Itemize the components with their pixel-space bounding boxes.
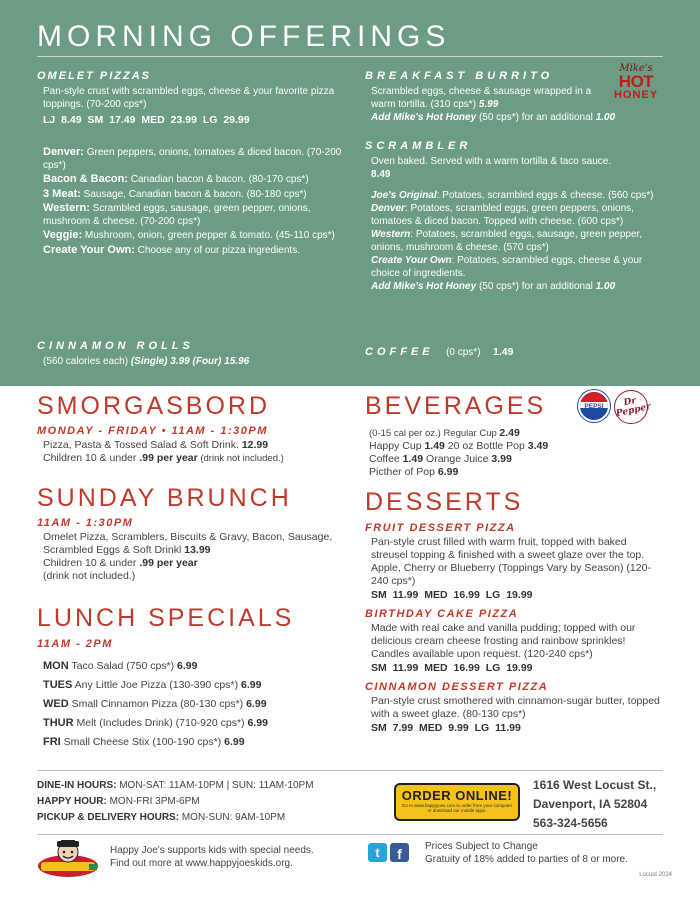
omelet-pizzas-desc: Pan-style crust with scrambled eggs, cheese & your favorite pizza toppings. (70-200 cps*) — [43, 86, 335, 110]
pepsi-logo-icon: PEPSI — [578, 390, 610, 422]
beverage-line: Picther of Pop 6.99 — [369, 466, 459, 478]
dessert-item-desc: Pan-style crust smothered with cinnamon-sugar butter, topped with a sweet glaze. (80-130 cps*) — [371, 695, 660, 720]
coffee-calories: (0 cps*) — [446, 347, 481, 358]
lunch-special-row: WED Small Cinnamon Pizza (80-130 cps*) 6.99 — [43, 698, 267, 710]
omelet-pizzas-prices: LJ 8.49 SM 17.49 MED 23.99 LG 29.99 — [43, 114, 250, 126]
cinnamon-rolls-line: (560 calories each) (Single) 3.99 (Four) 15.96 — [43, 356, 250, 367]
omelet-variety-item: Bacon & Bacon: Canadian bacon & bacon. (80-170 cps*) — [43, 173, 309, 185]
sunday-brunch-title: SUNDAY BRUNCH — [37, 484, 292, 512]
scrambler-block — [365, 140, 665, 293]
dessert-item-heading: BIRTHDAY CAKE PIZZA — [365, 608, 519, 620]
omelet-variety-item: Denver: Green peppers, onions, tomatoes & diced bacon. (70-200 cps*) — [43, 146, 342, 171]
dessert-item-prices: SM 11.99 MED 16.99 LG 19.99 — [371, 662, 533, 674]
store-phone[interactable]: 563-324-5656 — [533, 816, 608, 830]
scrambler-desc: Oven baked. Served with a warm tortilla & taco sauce. — [371, 156, 612, 167]
morning-offerings-section — [0, 0, 700, 386]
lunch-special-row: FRI Small Cheese Stix (100-190 cps*) 6.99 — [43, 736, 245, 748]
sunday-brunch-block — [37, 484, 357, 583]
store-hours — [37, 778, 397, 826]
scrambler-variety-item: Western: Potatoes, scrambled eggs, sausage, green pepper, onions, mushroom & cheese. (570 cps*) — [371, 229, 643, 253]
lunch-special-row: THUR Melt (Includes Drink) (710-920 cps*) 6.99 — [43, 717, 268, 729]
footer-divider-top — [37, 770, 663, 771]
dessert-item-prices: SM 7.99 MED 9.99 LG 11.99 — [371, 722, 521, 734]
lunch-special-row: MON Taco Salad (750 cps*) 6.99 — [43, 660, 198, 672]
smorgasbord-time: MONDAY - FRIDAY • 11AM - 1:30PM — [37, 425, 268, 437]
breakfast-burrito-heading: BREAKFAST BURRITO — [365, 70, 554, 82]
smorgasbord-block — [37, 392, 357, 465]
desserts-title: DESSERTS — [365, 488, 524, 516]
happy-joes-mascot-logo-icon — [37, 840, 99, 878]
dessert-item-prices: SM 11.99 MED 16.99 LG 19.99 — [371, 589, 533, 601]
dessert-item-desc: Made with real cake and vanilla pudding; topped with our delicious cream cheese frosting and rainbow sprinkles! Candles available upon request. (120-240 cps*) — [371, 622, 636, 660]
omelet-variety-item: Create Your Own: Choose any of our pizza ingredients. — [43, 243, 300, 256]
omelet-variety-list — [37, 146, 342, 257]
omelet-variety-item: Veggie: Mushroom, onion, green pepper & tomato. (45-110 cps*) — [43, 229, 335, 241]
lunch-specials-time: 11AM - 2PM — [37, 638, 113, 650]
lunch-specials-block — [37, 604, 357, 755]
kids-support-text: Happy Joe's supports kids with special needs. Find out more at www.happyjoeskids.org. — [110, 845, 314, 869]
omelet-pizzas-heading: OMELET PIZZAS — [37, 70, 151, 82]
lunch-specials-list — [37, 660, 357, 748]
morning-left-column — [37, 70, 342, 257]
order-online-button[interactable]: ORDER ONLINE! Go to www.happyjoes.com to order from your computer or download our mobile apps. — [394, 783, 520, 821]
menu-version-label: Locust 2024 — [639, 872, 672, 878]
dessert-item — [365, 608, 665, 674]
beverage-line: Coffee 1.49 Orange Juice 3.99 — [369, 453, 512, 465]
scrambler-hot-honey-addon: Add Mike's Hot Honey (50 cps*) for an additional 1.00 — [371, 281, 616, 292]
dessert-item-heading: FRUIT DESSERT PIZZA — [365, 522, 516, 534]
coffee-block — [365, 342, 513, 360]
store-address: 1616 West Locust St., Davenport, IA 52804 563-324-5656 — [533, 776, 656, 833]
cinnamon-rolls-heading: CINNAMON ROLLS — [37, 340, 194, 352]
smorgasbord-title: SMORGASBORD — [37, 392, 271, 420]
beverages-title: BEVERAGES — [365, 392, 547, 420]
sunday-brunch-time: 11AM - 1:30PM — [37, 517, 134, 529]
dessert-item-desc: Pan-style crust filled with warm fruit, topped with baked streusel topping & finished with a sweet glaze over the top. Apple, Cherry or Blueberry (Toppings Vary by Season) (120-240 cps*) — [371, 536, 651, 587]
lunch-special-row: TUES Any Little Joe Pizza (130-390 cps*) 6.99 — [43, 679, 262, 691]
kids-website-link[interactable]: Find out more at www.happyjoeskids.org. — [110, 858, 293, 869]
beverages-list — [365, 427, 665, 479]
dr-pepper-logo-icon: Dr Pepper — [614, 390, 648, 424]
breakfast-burrito-desc: Scrambled eggs, cheese & sausage wrapped in a warm tortilla. (310 cps*) 5.99 — [371, 86, 592, 110]
dine-in-hours: DINE-IN HOURS: MON-SAT: 11AM-10PM | SUN: 11AM-10PM — [37, 780, 314, 791]
dessert-item-heading: CINNAMON DESSERT PIZZA — [365, 681, 549, 693]
beverage-line: (0-15 cal per oz.) Regular Cup 2.49 — [369, 427, 520, 439]
scrambler-variety-item: Denver: Potatoes, scrambled eggs, green peppers, onions, tomatoes & diced bacon. Topped with cheese. (600 cps*) — [371, 203, 634, 227]
scrambler-variety-item: Joe's Original: Potatoes, scrambled eggs & cheese. (560 cps*) — [371, 190, 654, 201]
scrambler-heading: SCRAMBLER — [365, 140, 472, 152]
omelet-variety-item: 3 Meat: Sausage, Canadian bacon & bacon. (80-180 cps*) — [43, 187, 307, 200]
lunch-specials-title: LUNCH SPECIALS — [37, 604, 295, 632]
dessert-item — [365, 522, 665, 601]
smorgasbord-desc: Pizza, Pasta & Tossed Salad & Soft Drink. 12.99 Children 10 & under .99 per year (drink not included.) — [43, 439, 284, 464]
coffee-heading: COFFEE — [365, 346, 434, 358]
dessert-item — [365, 681, 665, 734]
pickup-delivery-hours: PICKUP & DELIVERY HOURS: MON-SUN: 9AM-10PM — [37, 812, 286, 823]
morning-offerings-title: MORNING OFFERINGS — [37, 20, 451, 53]
beverage-line: Happy Cup 1.49 20 oz Bottle Pop 3.49 — [369, 440, 549, 452]
cinnamon-rolls-block — [37, 340, 357, 368]
sunday-brunch-desc: Omelet Pizza, Scramblers, Biscuits & Gravy, Bacon, Sausage, Scrambled Eggs & Soft Drinkl 13.99 Children 10 & under .99 per year (drink not included.) — [43, 531, 333, 582]
facebook-icon[interactable]: f — [390, 843, 409, 862]
happy-hour: HAPPY HOUR: MON-FRI 3PM-6PM — [37, 796, 200, 807]
breakfast-burrito-block — [365, 70, 615, 124]
omelet-variety-item: Western: Scrambled eggs, sausage, green pepper, onions, mushroom & cheese. (70-200 cps*) — [43, 202, 311, 227]
mikes-hot-honey-logo: Mike's HOT HONEY — [613, 63, 659, 101]
desserts-block — [365, 488, 665, 734]
price-notice: Prices Subject to Change Gratuity of 18% added to parties of 8 or more. — [425, 841, 628, 865]
twitter-icon[interactable]: t — [368, 843, 387, 862]
omelet-pizzas-block — [37, 70, 342, 126]
burrito-hot-honey-addon: Add Mike's Hot Honey (50 cps*) for an additional 1.00 — [371, 112, 616, 123]
coffee-price: 1.49 — [492, 346, 514, 358]
scrambler-variety-item: Create Your Own: Potatoes, scrambled eggs, cheese & your choice of ingredients. — [371, 255, 643, 279]
morning-right-column — [365, 70, 665, 297]
footer-divider-bottom — [37, 834, 663, 835]
scrambler-price: 8.49 — [371, 169, 391, 180]
title-divider — [37, 56, 663, 57]
